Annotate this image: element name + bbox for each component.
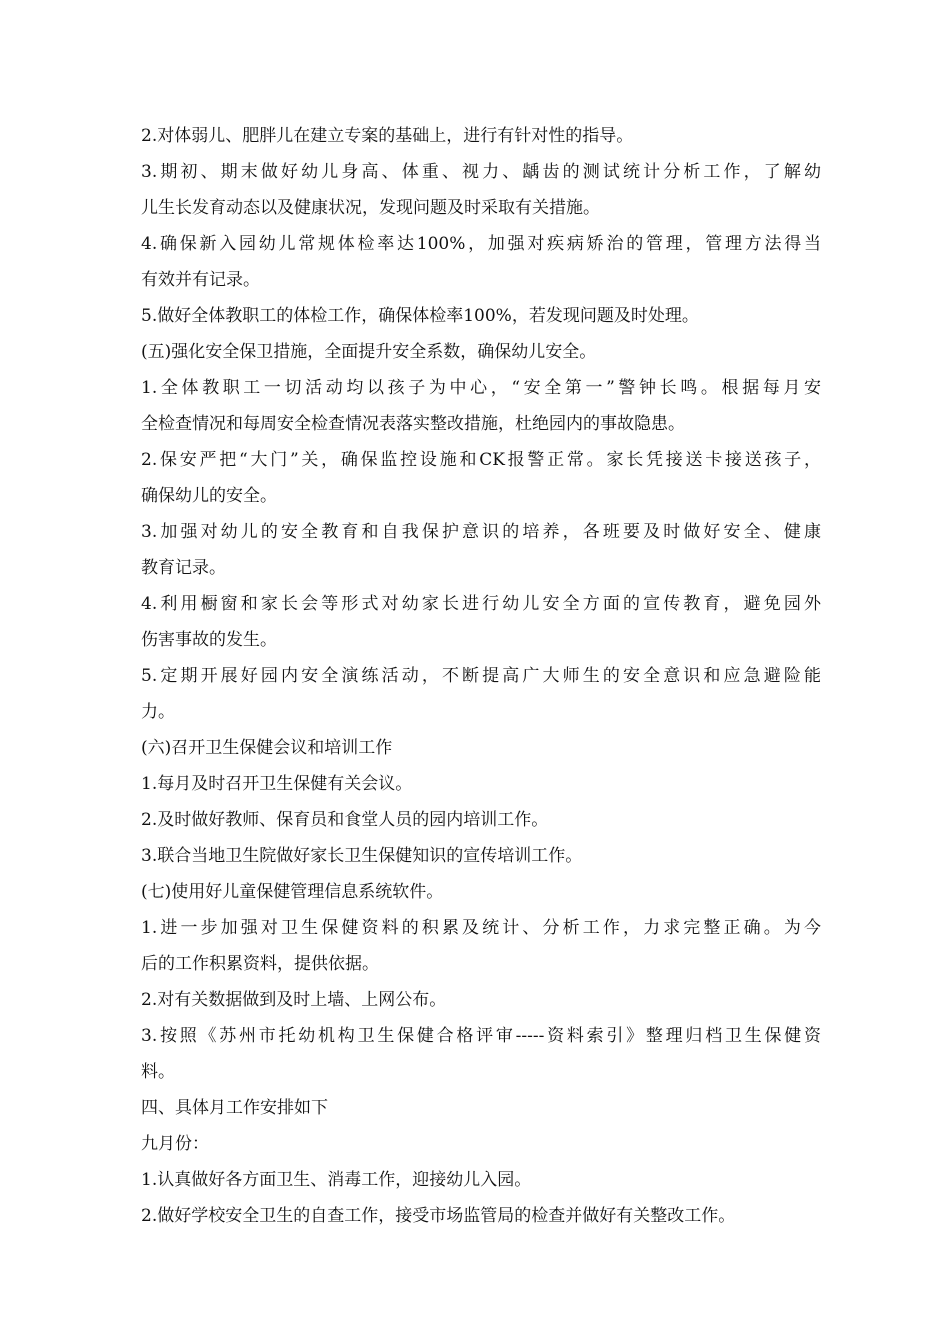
text-line: 后的工作积累资料，提供依据。 bbox=[141, 954, 379, 974]
text-line: 3.按照《苏州市托幼机构卫生保健合格评审-----资料索引》整理归档卫生保健资 bbox=[141, 1026, 821, 1046]
text-line: 3.加强对幼儿的安全教育和自我保护意识的培养，各班要及时做好安全、健康 bbox=[141, 522, 821, 542]
text-line: 2.及时做好教师、保育员和食堂人员的园内培训工作。 bbox=[141, 810, 549, 830]
text-line: 1.全体教职工一切活动均以孩子为中心，“安全第一”警钟长鸣。根据每月安 bbox=[141, 378, 821, 398]
subsection-heading: 九月份： bbox=[141, 1134, 209, 1154]
text-line: 2.做好学校安全卫生的自查工作，接受市场监管局的检查并做好有关整改工作。 bbox=[141, 1206, 736, 1226]
text-line: 料。 bbox=[141, 1062, 175, 1082]
text-line: 力。 bbox=[141, 702, 175, 722]
text-line: 5.定期开展好园内安全演练活动，不断提高广大师生的安全意识和应急避险能 bbox=[141, 666, 821, 686]
section-heading: (五)强化安全保卫措施，全面提升安全系数，确保幼儿安全。 bbox=[141, 342, 597, 362]
document-body bbox=[141, 118, 821, 1234]
text-line: 4.利用橱窗和家长会等形式对幼家长进行幼儿安全方面的宣传教育，避免园外 bbox=[141, 594, 821, 614]
text-line: 5.做好全体教职工的体检工作，确保体检率100%，若发现问题及时处理。 bbox=[141, 306, 699, 326]
text-line: 全检查情况和每周安全检查情况表落实整改措施，杜绝园内的事故隐患。 bbox=[141, 414, 685, 434]
text-line: 4.确保新入园幼儿常规体检率达100%，加强对疾病矫治的管理，管理方法得当 bbox=[141, 234, 821, 254]
section-heading: 四、具体月工作安排如下 bbox=[141, 1098, 328, 1118]
text-line: 确保幼儿的安全。 bbox=[141, 486, 277, 506]
text-line: 1.每月及时召开卫生保健有关会议。 bbox=[141, 774, 413, 794]
text-line: 儿生长发育动态以及健康状况，发现问题及时采取有关措施。 bbox=[141, 198, 600, 218]
text-line: 伤害事故的发生。 bbox=[141, 630, 277, 650]
text-line: 2.对有关数据做到及时上墙、上网公布。 bbox=[141, 990, 447, 1010]
text-line: 教育记录。 bbox=[141, 558, 226, 578]
text-line: 3.联合当地卫生院做好家长卫生保健知识的宣传培训工作。 bbox=[141, 846, 583, 866]
text-line: 1.进一步加强对卫生保健资料的积累及统计、分析工作，力求完整正确。为今 bbox=[141, 918, 821, 938]
section-heading: (六)召开卫生保健会议和培训工作 bbox=[141, 738, 393, 758]
text-line: 2.保安严把“大门”关，确保监控设施和CK报警正常。家长凭接送卡接送孩子， bbox=[141, 450, 821, 470]
text-line: 有效并有记录。 bbox=[141, 270, 260, 290]
text-line: 3.期初、期末做好幼儿身高、体重、视力、龋齿的测试统计分析工作，了解幼 bbox=[141, 162, 821, 182]
text-line: 1.认真做好各方面卫生、消毒工作，迎接幼儿入园。 bbox=[141, 1170, 532, 1190]
text-line: 2.对体弱儿、肥胖儿在建立专案的基础上，进行有针对性的指导。 bbox=[141, 126, 634, 146]
section-heading: (七)使用好儿童保健管理信息系统软件。 bbox=[141, 882, 444, 902]
